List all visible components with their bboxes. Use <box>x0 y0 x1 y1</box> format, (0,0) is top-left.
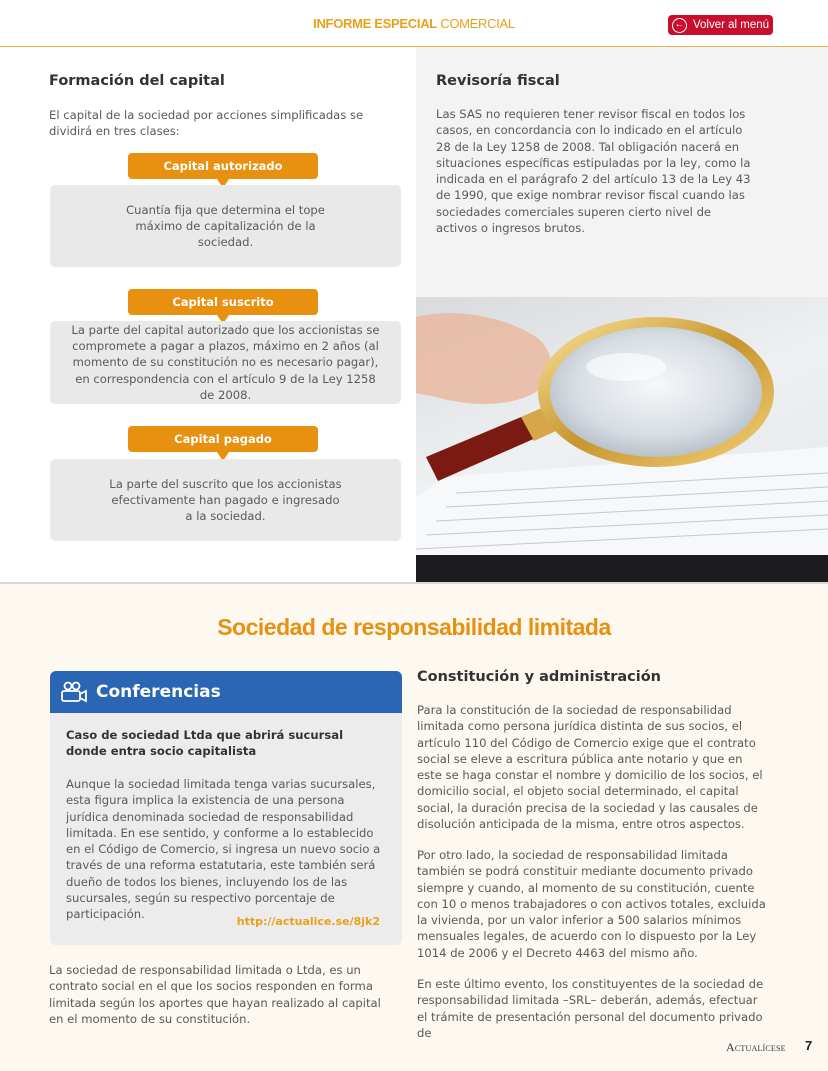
constitucion-title: Constitución y administración <box>417 669 661 685</box>
formacion-section <box>0 47 416 583</box>
conferencias-question: Caso de sociedad Ltda que abrirá sucursal donde entra socio capitalista <box>66 728 344 759</box>
srl-intro: La sociedad de responsabilidad limitada o Ltda, es un contrato social en el que los socios responden en forma limitada según los aportes que hayan realizado al capital en el momento de su constitución. <box>49 963 381 1026</box>
formacion-intro: El capital de la sociedad por acciones simplificadas se dividirá en tres clases: <box>49 108 364 139</box>
revisoria-text: Las SAS no requieren tener revisor fiscal en todos los casos, en concordancia con lo indicado en el artículo 28 de la Ley 1258 de 2008. Tal obligación nacerá en situaciones específicas estipuladas por la ley, como la indicada en el parágrafo 2 del artículo 13 de la Ley 43 de 1990, que exige nombrar revisor fiscal cuando las sociedades comerciales superen cierto nivel de activos o ingresos brutos. <box>436 107 751 236</box>
constitucion-p2: Por otro lado, la sociedad de responsabilidad limitada también se podrá constituir mediante documento privado siempre y cuando, al momento de su constitución, cuente con 10 o menos trabajadores o con activos totales, excluida la vivienda, por un valor inferior a 500 salarios mínimos mensuales legales, de acuerdo con lo dispuesto por la Ley 1014 de 2006 y el Decreto 4463 del mismo año. <box>417 848 766 960</box>
capital-autorizado-label: Capital autorizado <box>128 153 318 179</box>
header-title-bold: INFORME ESPECIAL <box>313 16 437 31</box>
page-number: 7 <box>805 1038 813 1053</box>
revisoria-title: Revisoría fiscal <box>436 73 560 89</box>
capital-suscrito-label: Capital suscrito <box>128 289 318 315</box>
conferencias-body: Aunque la sociedad limitada tenga varias sucursales, esta figura implica la existencia de una persona jurídica denominada sociedad de responsabilidad limitada. En ese sentido, y conforme a lo establecido en el Código de Comercio, si ingresa un nuevo socio a través de una reforma estatutaria, este también será dueño de todos los bienes, incluyendo los de las sucursales, según su respectivo porcentaje de participación. <box>66 777 381 922</box>
video-conference-icon <box>60 681 88 703</box>
arrow-left-circle-icon: ← <box>672 18 687 33</box>
revisoria-section <box>416 47 828 583</box>
back-to-menu-button[interactable] <box>668 15 773 35</box>
top-header <box>0 0 828 47</box>
srl-title: Sociedad de responsabilidad limitada <box>217 614 611 640</box>
capital-pagado-label: Capital pagado <box>128 426 318 452</box>
back-to-menu-label: Volver al menú <box>693 19 770 31</box>
header-title-light: COMERCIAL <box>440 16 515 31</box>
constitucion-p1: Para la constitución de la sociedad de responsabilidad limitada como persona jurídica distinta de sus socios, el artículo 110 del Código de Comercio exige que el contrato social se eleve a escritura pública ante notario y que en este se haga constar el nombre y domicilio de los socios, el domicilio social, el objeto social determinado, el capital social, la duración precisa de la sociedad y las causales de disolución anticipada de la misma, entre otros aspectos. <box>417 703 763 832</box>
magnifying-glass-photo <box>416 297 828 583</box>
conferencias-heading: Conferencias <box>96 682 221 702</box>
conferencias-card <box>50 671 402 945</box>
formacion-title: Formación del capital <box>49 73 225 89</box>
capital-pagado-text: La parte del suscrito que los accionistas efectivamente han pagado e ingresado a la sociedad. <box>109 476 342 524</box>
capital-autorizado-text: Cuantía fija que determina el tope máximo de capitalización de la sociedad. <box>126 202 325 250</box>
capital-suscrito-box <box>50 321 401 404</box>
conferencias-link[interactable]: http://actualice.se/8jk2 <box>236 915 380 928</box>
capital-autorizado-box <box>50 185 401 267</box>
brand-logo: Actualícese <box>726 1040 786 1054</box>
conferencias-header <box>50 671 402 713</box>
capital-pagado-box <box>50 459 401 541</box>
constitucion-p3: En este último evento, los constituyentes de la sociedad de responsabilidad limitada –SRL– deberán, además, efectuar el trámite de presentación personal del documento privado de <box>417 977 764 1040</box>
magnifying-glass-illustration <box>416 297 828 583</box>
capital-suscrito-text: La parte del capital autorizado que los accionistas se compromete a pagar a plazos, máximo en 2 años (al momento de su constitución no es necesario pagar), en correspondencia con el artículo 9 de la Ley 1258 de 2008. <box>71 322 380 402</box>
